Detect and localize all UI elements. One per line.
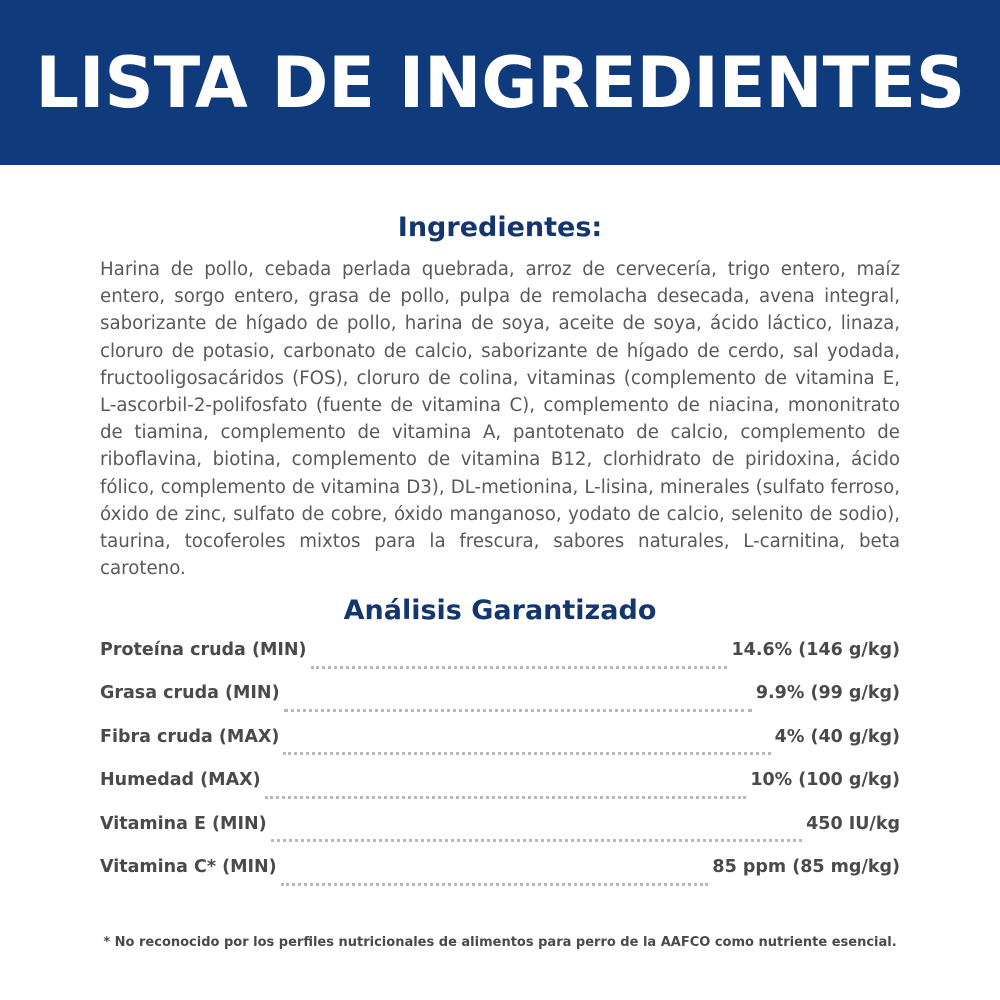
footnote: * No reconocido por los perfiles nutricionales de alimentos para perro de la AAFCO como nutriente esencial.	[103, 935, 897, 950]
analysis-label: Vitamina C* (MIN)	[100, 856, 277, 877]
analysis-value: 450 IU/kg	[806, 813, 900, 834]
analysis-label: Grasa cruda (MIN)	[100, 683, 280, 704]
header-banner	[0, 0, 1000, 165]
guaranteed-analysis-table	[100, 640, 900, 900]
analysis-label: Proteína cruda (MIN)	[100, 640, 307, 660]
page-title: LISTA DE INGREDIENTES	[35, 41, 965, 124]
analysis-value: 85 ppm (85 mg/kg)	[712, 856, 900, 877]
ingredients-text: Harina de pollo, cebada perlada quebrada, arroz de cervecería, trigo entero, maíz entero, sorgo entero, grasa de pollo, pulpa de remolacha desecada, avena integral, saborizante de hígado de pollo, harina de soya, aceite de soya, ácido láctico, linaza, cloruro de potasio, carbonato de calcio, saborizante de hígado de cerdo, sal yodada, fructooligosacáridos (FOS), cloruro de colina, vitaminas (complemento de vitamina E, L-ascorbil-2-polifosfato (fuente de vitamina C), complemento de niacina, mononitrato de tiamina, complemento de vitamina A, pantotenato de calcio, complemento de riboflavina, biotina, complemento de vitamina B12, clorhidrato de piridoxina, ácido fólico, complemento de vitamina D3), DL-metionina, L-lisina, minerales (sulfato ferroso, óxido de zinc, sulfato de cobre, óxido manganoso, yodato de calcio, selenito de sodio), taurina, tocoferoles mixtos para la frescura, sabores naturales, L-carnitina, beta caroteno.	[100, 259, 900, 580]
analysis-value: 14.6% (146 g/kg)	[731, 640, 900, 660]
dot-leader	[284, 708, 752, 712]
analysis-title: Análisis Garantizado	[343, 595, 657, 626]
dot-leader	[311, 665, 728, 669]
dot-leader	[283, 751, 770, 755]
dot-leader	[281, 882, 709, 886]
dot-leader	[271, 838, 802, 842]
analysis-label: Humedad (MAX)	[100, 770, 261, 791]
analysis-row	[100, 857, 900, 900]
analysis-row	[100, 683, 900, 726]
analysis-row	[100, 727, 900, 770]
analysis-value: 10% (100 g/kg)	[750, 770, 900, 791]
analysis-value: 4% (40 g/kg)	[774, 726, 900, 747]
analysis-label: Vitamina E (MIN)	[100, 813, 267, 834]
ingredients-title: Ingredientes:	[397, 212, 603, 243]
analysis-label: Fibra cruda (MAX)	[100, 726, 280, 747]
analysis-row	[100, 640, 900, 683]
analysis-row	[100, 770, 900, 813]
analysis-value: 9.9% (99 g/kg)	[755, 683, 900, 704]
dot-leader	[265, 795, 747, 799]
analysis-row	[100, 814, 900, 857]
